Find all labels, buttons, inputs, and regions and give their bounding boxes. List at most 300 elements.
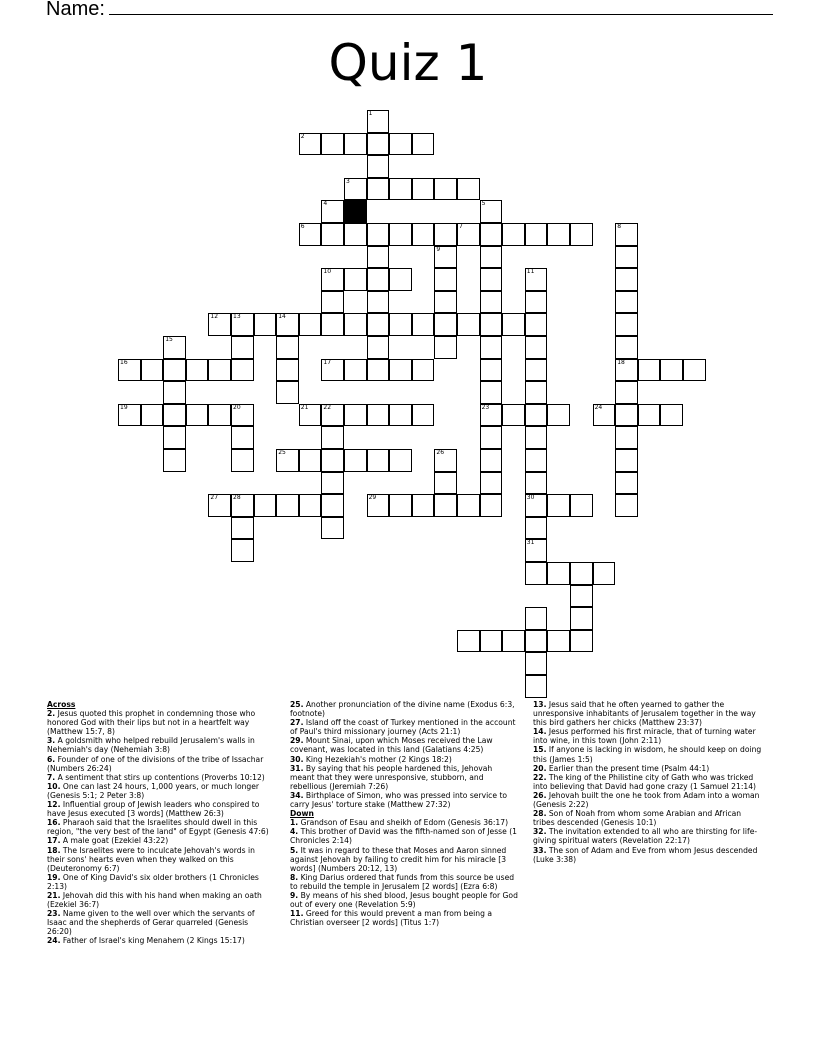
grid-cell[interactable]	[276, 381, 299, 404]
grid-cell[interactable]	[254, 313, 277, 336]
grid-cell[interactable]	[344, 268, 367, 291]
grid-cell[interactable]	[547, 223, 570, 246]
grid-cell[interactable]	[299, 404, 322, 427]
grid-cell[interactable]	[615, 404, 638, 427]
grid-cell[interactable]	[615, 291, 638, 314]
clue-number: 25.	[290, 700, 304, 709]
grid-cell[interactable]	[389, 133, 412, 156]
grid-cell[interactable]	[480, 359, 503, 382]
clue-number: 29.	[290, 736, 304, 746]
clue-text: It was in regard to these that Moses and Aaron sinned against Jehovah by failing to credit him for his miracle [3 words] (Numbers 20:12, 13)	[290, 845, 507, 873]
clue-number: 1	[368, 110, 373, 117]
grid-cell[interactable]	[344, 359, 367, 382]
grid-cell[interactable]	[389, 223, 412, 246]
grid-cell[interactable]	[367, 268, 390, 291]
clue-text: Earlier than the present time (Psalm 44:1)	[546, 763, 710, 773]
clue-text: Another pronunciation of the divine name (Exodus 6:3, footnote)	[290, 700, 515, 719]
clue-number: 9	[436, 245, 441, 253]
grid-cell[interactable]	[118, 359, 141, 382]
grid-cell[interactable]	[547, 494, 570, 517]
clue-column-3	[533, 700, 765, 864]
grid-cell[interactable]	[525, 381, 548, 404]
clue-text: Jehovah built the one he took from Adam into a woman (Genesis 2:22)	[533, 790, 760, 810]
grid-cell[interactable]	[412, 494, 435, 517]
grid-cell[interactable]	[638, 359, 661, 382]
grid-cell[interactable]	[163, 404, 186, 427]
grid-cell[interactable]	[344, 404, 367, 427]
grid-cell[interactable]	[344, 223, 367, 246]
grid-cell[interactable]	[525, 652, 548, 675]
clue-item	[47, 800, 273, 818]
grid-cell[interactable]	[208, 359, 231, 382]
grid-cell[interactable]	[525, 426, 548, 449]
clue-number: 23	[481, 403, 490, 411]
clue-item	[290, 700, 518, 718]
grid-cell[interactable]	[367, 494, 390, 517]
grid-cell[interactable]	[321, 472, 344, 495]
down-clue-list	[290, 818, 518, 927]
grid-cell[interactable]	[231, 539, 254, 562]
grid-cell[interactable]	[525, 268, 548, 291]
grid-cell[interactable]	[593, 562, 616, 585]
grid-cell[interactable]	[321, 223, 344, 246]
page-title: Quiz 1	[328, 34, 488, 92]
clue-number: 14	[278, 313, 286, 321]
clue-number: 21.	[47, 890, 61, 900]
grid-cell[interactable]	[344, 313, 367, 336]
grid-cell[interactable]	[547, 562, 570, 585]
grid-cell[interactable]	[434, 223, 457, 246]
grid-cell[interactable]	[660, 359, 683, 382]
clue-number: 3	[346, 177, 350, 185]
clue-item	[290, 846, 518, 873]
grid-cell[interactable]	[367, 359, 390, 382]
grid-cell[interactable]	[321, 404, 344, 427]
grid-cell[interactable]	[141, 404, 164, 427]
grid-cell[interactable]	[367, 178, 390, 201]
clue-item	[533, 764, 765, 773]
grid-cell[interactable]	[321, 494, 344, 517]
clue-number: 17.	[47, 836, 61, 846]
clue-number: 8.	[290, 872, 299, 882]
clue-number: 23.	[47, 909, 61, 919]
grid-cell[interactable]	[321, 313, 344, 336]
clue-item	[47, 709, 273, 736]
clue-item	[290, 873, 518, 891]
grid-cell[interactable]	[367, 336, 390, 359]
grid-cell[interactable]	[118, 404, 141, 427]
clue-item	[290, 755, 518, 764]
grid-cell[interactable]	[570, 607, 593, 630]
grid-cell[interactable]	[434, 268, 457, 291]
clue-text: This brother of David was the fifth-named son of Jesse (1 Chronicles 2:14)	[290, 827, 518, 846]
grid-cell[interactable]	[457, 494, 480, 517]
clue-number: 11	[526, 268, 535, 276]
grid-cell[interactable]	[367, 155, 390, 178]
grid-cell[interactable]	[615, 246, 638, 269]
grid-cell[interactable]	[299, 449, 322, 472]
grid-cell[interactable]	[231, 313, 254, 336]
clue-number: 18	[617, 358, 625, 366]
clue-number: 30.	[290, 754, 304, 764]
grid-cell[interactable]	[434, 178, 457, 201]
clue-text: Father of Israel's king Menahem (2 Kings 15:17)	[60, 936, 245, 946]
grid-cell[interactable]	[615, 336, 638, 359]
grid-cell[interactable]	[570, 223, 593, 246]
grid-cell[interactable]	[480, 472, 503, 495]
grid-cell[interactable]	[163, 381, 186, 404]
clue-number: 32.	[533, 827, 547, 837]
grid-cell[interactable]	[615, 223, 638, 246]
grid-cell[interactable]	[299, 313, 322, 336]
grid-cell[interactable]	[615, 449, 638, 472]
clue-item	[47, 936, 273, 945]
grid-cell[interactable]	[321, 449, 344, 472]
grid-cell[interactable]	[367, 404, 390, 427]
grid-cell[interactable]	[570, 562, 593, 585]
clue-text: A sentiment that stirs up contentions (Proverbs 10:12)	[55, 772, 265, 782]
clue-number: 27.	[290, 718, 304, 728]
clue-number: 22.	[533, 772, 547, 782]
clue-text: Son of Noah from whom some Arabian and African tribes descended (Genesis 10:1)	[533, 809, 742, 828]
clue-number: 25	[278, 449, 286, 456]
grid-cell[interactable]	[412, 359, 435, 382]
grid-cell[interactable]	[434, 336, 457, 359]
grid-cell[interactable]	[412, 404, 435, 427]
clue-number: 26	[436, 449, 445, 456]
clue-text: The invitation extended to all who are thirsting for life-giving spiritual waters (Revelation 22:17)	[533, 827, 758, 846]
grid-cell[interactable]	[186, 404, 209, 427]
grid-cell[interactable]	[276, 449, 299, 472]
clue-number: 33.	[533, 845, 547, 855]
clue-text: By means of his shed blood, Jesus bought people for God out of every one (Revelation 5:9)	[290, 890, 518, 910]
clue-item	[47, 836, 273, 845]
grid-cell[interactable]	[321, 268, 344, 291]
clue-text: Birthplace of Simon, who was pressed into service to carry Jesus' torture stake (Matthew 27:32)	[290, 790, 508, 810]
clue-text: Jesus said that he often yearned to gather the unresponsive inhabitants of Jerusalem together in the way this bird gathers her chicks (Matthew 23:37)	[533, 700, 756, 728]
grid-cell[interactable]	[480, 449, 503, 472]
grid-cell[interactable]	[321, 517, 344, 540]
clue-item	[290, 818, 518, 827]
grid-cell[interactable]	[389, 313, 412, 336]
clue-number: 15	[165, 336, 173, 343]
clue-item	[47, 736, 273, 754]
clue-item	[47, 873, 273, 891]
clue-number: 24	[594, 403, 603, 411]
clue-item	[533, 700, 765, 727]
clue-number: 14.	[533, 727, 547, 737]
grid-cell[interactable]	[367, 133, 390, 156]
grid-cell[interactable]	[525, 630, 548, 653]
grid-cell[interactable]	[344, 178, 367, 201]
clue-item	[47, 909, 273, 936]
clue-number: 10	[323, 268, 332, 276]
clue-text: Jesus performed his first miracle, that of turning water into wine, in this town (John 2:11)	[533, 727, 756, 746]
grid-cell[interactable]	[480, 336, 503, 359]
clue-text: Influential group of Jewish leaders who conspired to have Jesus executed [3 words] (Matthew 26:3)	[47, 800, 260, 819]
clue-number: 24.	[47, 936, 61, 946]
grid-cell[interactable]	[525, 472, 548, 495]
clue-number: 20.	[533, 763, 547, 773]
grid-cell[interactable]	[615, 359, 638, 382]
clue-column-1	[47, 700, 273, 946]
grid-cell[interactable]	[570, 494, 593, 517]
grid-cell[interactable]	[525, 313, 548, 336]
clue-text: One of King David's six older brothers (1 Chronicles 2:13)	[47, 872, 259, 891]
grid-cell[interactable]	[480, 404, 503, 427]
grid-cell[interactable]	[321, 359, 344, 382]
clue-item	[47, 818, 273, 836]
grid-cell[interactable]	[525, 449, 548, 472]
clue-number: 9.	[290, 890, 299, 900]
grid-cell[interactable]	[480, 268, 503, 291]
clue-number: 27	[210, 494, 219, 502]
grid-cell[interactable]	[367, 110, 390, 133]
grid-cell[interactable]	[231, 404, 254, 427]
grid-cell[interactable]	[457, 313, 480, 336]
grid-cell[interactable]	[231, 336, 254, 359]
grid-cell[interactable]	[525, 404, 548, 427]
grid-cell[interactable]	[389, 404, 412, 427]
grid-cell[interactable]	[163, 336, 186, 359]
grid-cell[interactable]	[367, 291, 390, 314]
clue-item	[533, 846, 765, 864]
clue-text: A goldsmith who helped rebuild Jerusalem's walls in Nehemiah's day (Nehemiah 3:8)	[47, 736, 255, 755]
grid-cell[interactable]	[231, 359, 254, 382]
clue-item	[47, 773, 273, 782]
grid-cell[interactable]	[321, 291, 344, 314]
clue-number: 6.	[47, 754, 56, 764]
grid-cell[interactable]	[457, 630, 480, 653]
clue-text: Mount Sinai, upon which Moses received the Law covenant, was located in this land (Galatians 4:25)	[290, 736, 493, 755]
clue-number: 13.	[533, 700, 547, 709]
clue-item	[533, 809, 765, 827]
clue-item	[533, 745, 765, 763]
grid-cell[interactable]	[389, 449, 412, 472]
clue-number: 29	[368, 494, 377, 502]
across-clue-list-continued	[290, 700, 518, 809]
grid-cell[interactable]	[299, 133, 322, 156]
grid-cell[interactable]	[412, 133, 435, 156]
grid-cell[interactable]	[480, 223, 503, 246]
clue-item	[290, 891, 518, 909]
grid-cell[interactable]	[434, 449, 457, 472]
grid-cell[interactable]	[434, 246, 457, 269]
grid-cell[interactable]	[321, 133, 344, 156]
grid-cell[interactable]	[502, 404, 525, 427]
grid-cell[interactable]	[615, 426, 638, 449]
clue-text: A male goat (Ezekiel 43:22)	[60, 836, 169, 846]
clue-item	[290, 736, 518, 754]
clue-text: The Israelites were to inculcate Jehovah's words in their sons' hearts even when they walked on this (Deuteronomy 6:7)	[47, 845, 255, 873]
grid-cell[interactable]	[163, 426, 186, 449]
clue-number: 21	[300, 403, 309, 411]
grid-cell[interactable]	[412, 178, 435, 201]
grid-cell[interactable]	[231, 426, 254, 449]
grid-cell[interactable]	[321, 200, 344, 223]
clue-text: Grandson of Esau and sheikh of Edom (Genesis 36:17)	[298, 818, 509, 828]
clue-number: 18.	[47, 845, 61, 855]
grid-cell[interactable]	[254, 494, 277, 517]
clue-number: 13	[233, 313, 241, 321]
clue-text: One can last 24 hours, 1,000 years, or much longer (Genesis 5:1; 2 Peter 3:8)	[47, 781, 260, 800]
clue-text: King Darius ordered that funds from this source be used to rebuild the temple in Jerusalem [2 words] (Ezra 6:8)	[290, 872, 515, 891]
grid-cell[interactable]	[434, 494, 457, 517]
clue-text: Founder of one of the divisions of the tribe of Issachar (Numbers 26:24)	[47, 754, 264, 773]
grid-cell[interactable]	[299, 223, 322, 246]
grid-cell[interactable]	[480, 313, 503, 336]
grid-cell[interactable]	[480, 246, 503, 269]
clue-item	[533, 773, 765, 791]
clue-number: 4.	[290, 827, 299, 837]
grid-cell[interactable]	[389, 178, 412, 201]
grid-cell[interactable]	[525, 359, 548, 382]
grid-cell[interactable]	[570, 630, 593, 653]
clue-text: Name given to the well over which the servants of Isaac and the shepherds of Gerar quarreled (Genesis 26:20)	[47, 909, 255, 937]
clue-text: King Hezekiah's mother (2 Kings 18:2)	[303, 754, 452, 764]
grid-cell[interactable]	[683, 359, 706, 382]
grid-cell[interactable]	[615, 268, 638, 291]
clue-number: 16	[120, 358, 128, 366]
clue-item	[290, 791, 518, 809]
clue-text: Greed for this would prevent a man from being a Christian overseer [2 words] (Titus 1:7)	[290, 909, 492, 928]
grid-cell[interactable]	[389, 494, 412, 517]
grid-cell[interactable]	[615, 381, 638, 404]
grid-cell[interactable]	[389, 359, 412, 382]
grid-cell[interactable]	[276, 359, 299, 382]
grid-cell[interactable]	[321, 426, 344, 449]
grid-cell[interactable]	[457, 178, 480, 201]
clue-item	[47, 755, 273, 773]
grid-cell[interactable]	[525, 562, 548, 585]
grid-cell[interactable]	[660, 404, 683, 427]
grid-cell[interactable]	[276, 494, 299, 517]
grid-cell[interactable]	[412, 223, 435, 246]
grid-cell[interactable]	[344, 449, 367, 472]
grid-cell[interactable]	[163, 359, 186, 382]
clue-number: 5.	[290, 845, 299, 855]
clue-number: 17	[323, 358, 332, 366]
grid-cell[interactable]	[208, 494, 231, 517]
clue-item	[533, 827, 765, 845]
grid-cell[interactable]	[480, 494, 503, 517]
down-heading: Down	[290, 809, 314, 819]
grid-cell[interactable]	[434, 472, 457, 495]
down-clue-list-continued	[533, 700, 765, 864]
grid-cell[interactable]	[615, 472, 638, 495]
grid-cell[interactable]	[638, 404, 661, 427]
clue-number: 19	[120, 403, 128, 411]
clue-number: 7	[459, 223, 463, 230]
grid-cell[interactable]	[525, 607, 548, 630]
grid-cell[interactable]	[367, 246, 390, 269]
clue-number: 8	[617, 223, 622, 230]
grid-cell[interactable]	[412, 313, 435, 336]
clue-text: Island off the coast of Turkey mentioned in the account of Paul's third missionary journey (Acts 21:1)	[290, 718, 516, 737]
clue-number: 12.	[47, 800, 61, 810]
grid-cell[interactable]	[525, 223, 548, 246]
clue-number: 16.	[47, 818, 61, 828]
grid-cell[interactable]	[231, 449, 254, 472]
grid-cell[interactable]	[367, 313, 390, 336]
grid-cell[interactable]	[502, 223, 525, 246]
grid-cell[interactable]	[570, 585, 593, 608]
clue-number: 2.	[47, 709, 56, 719]
grid-cell[interactable]	[276, 336, 299, 359]
clue-item	[290, 909, 518, 927]
clue-text: Jesus quoted this prophet in condemning those who honored God with their lips but not in a heartfelt way (Matthew 15:7, 8)	[47, 709, 256, 737]
grid-cell[interactable]	[367, 449, 390, 472]
grid-cell[interactable]	[547, 404, 570, 427]
clue-number: 28	[233, 494, 241, 502]
grid-cell[interactable]	[208, 404, 231, 427]
grid-cell[interactable]	[593, 404, 616, 427]
grid-cell[interactable]	[163, 449, 186, 472]
grid-cell[interactable]	[480, 381, 503, 404]
grid-cell[interactable]	[276, 313, 299, 336]
grid-cell[interactable]	[480, 426, 503, 449]
grid-cell[interactable]	[615, 494, 638, 517]
grid-cell[interactable]	[525, 291, 548, 314]
clue-number: 31	[526, 539, 535, 547]
grid-cell[interactable]	[525, 517, 548, 540]
grid-cell[interactable]	[480, 200, 503, 223]
clue-number: 19.	[47, 872, 61, 882]
grid-cell[interactable]	[615, 313, 638, 336]
grid-cell[interactable]	[525, 539, 548, 562]
clue-number: 3.	[47, 736, 56, 746]
grid-cell[interactable]	[231, 494, 254, 517]
clue-number: 5	[481, 200, 486, 208]
clue-number: 6	[300, 223, 305, 230]
grid-cell[interactable]	[344, 133, 367, 156]
grid-cell[interactable]	[231, 517, 254, 540]
grid-cell[interactable]	[480, 291, 503, 314]
clue-text: By saying that his people hardened this, Jehovah meant that they were unresponsive, stubborn, and rebellious (Jeremiah 7:26)	[290, 763, 493, 791]
clue-item	[47, 846, 273, 873]
grid-cell[interactable]	[525, 336, 548, 359]
name-label: Name:	[46, 0, 105, 20]
grid-cell[interactable]	[525, 494, 548, 517]
clue-item	[533, 791, 765, 809]
grid-cell[interactable]	[141, 359, 164, 382]
clue-number: 26.	[533, 790, 547, 800]
clue-number: 4	[323, 200, 328, 208]
clue-text: If anyone is lacking in wisdom, he should keep on doing this (James 1:5)	[533, 745, 762, 764]
grid-cell[interactable]	[502, 630, 525, 653]
clue-number: 31.	[290, 763, 304, 773]
clue-number: 7.	[47, 772, 56, 782]
grid-cell[interactable]	[525, 675, 548, 698]
clue-number: 28.	[533, 809, 547, 819]
clue-number: 2	[300, 132, 305, 140]
grid-cell[interactable]	[367, 223, 390, 246]
grid-cell[interactable]	[434, 291, 457, 314]
grid-cell[interactable]	[299, 494, 322, 517]
clue-number: 15.	[533, 745, 547, 755]
grid-cell[interactable]	[502, 313, 525, 336]
grid-cell[interactable]	[547, 630, 570, 653]
grid-cell[interactable]	[480, 630, 503, 653]
grid-cell[interactable]	[389, 268, 412, 291]
grid-cell[interactable]	[186, 359, 209, 382]
grid-cell[interactable]	[434, 313, 457, 336]
across-clue-list	[47, 709, 273, 945]
clue-column-2	[290, 700, 518, 927]
grid-cell[interactable]	[208, 313, 231, 336]
grid-cell[interactable]	[457, 223, 480, 246]
clue-number: 1.	[290, 818, 299, 828]
